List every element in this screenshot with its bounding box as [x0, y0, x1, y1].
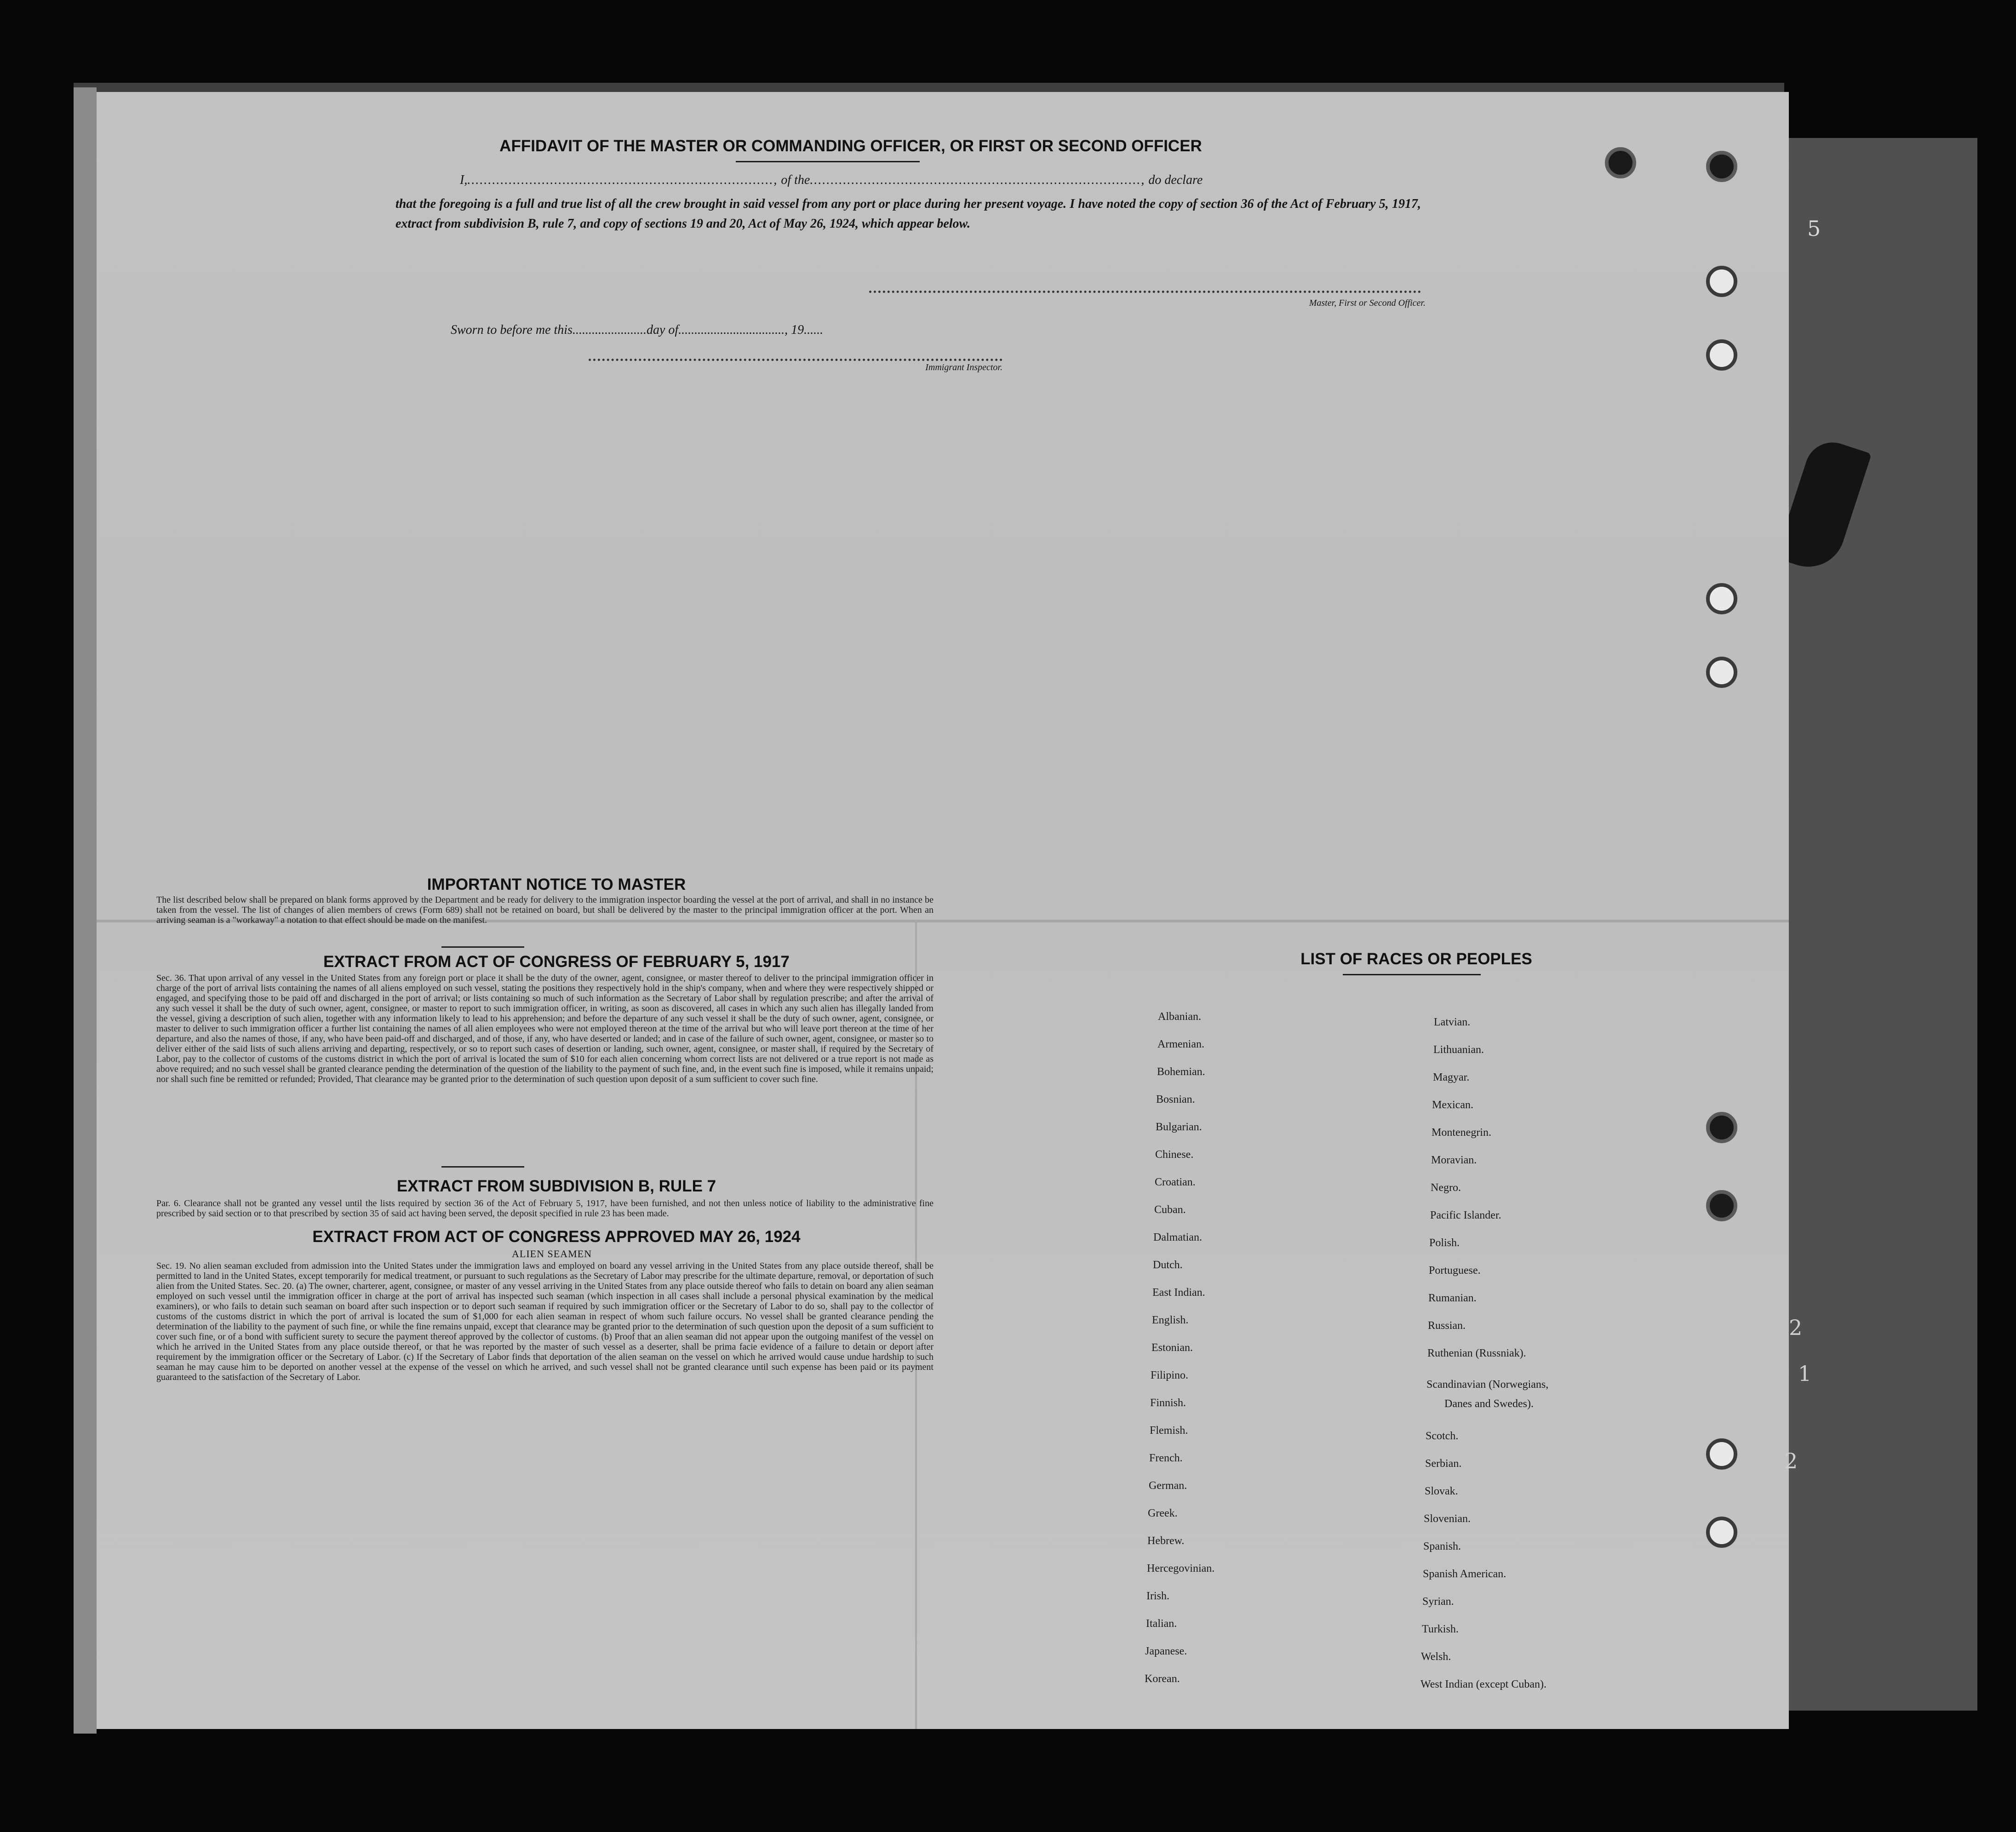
divider: [736, 161, 920, 162]
race-item: Magyar.: [1433, 1071, 1470, 1083]
race-item: Slovak.: [1425, 1485, 1458, 1497]
race-item: Lithuanian.: [1433, 1044, 1484, 1056]
race-item: Syrian.: [1422, 1596, 1454, 1608]
margin-mark: 1: [1798, 1361, 1812, 1386]
binding-hole: [1706, 1517, 1737, 1548]
affidavit-declare-label: do declare: [1148, 173, 1203, 187]
race-item: Korean.: [1145, 1673, 1180, 1685]
race-item: Armenian.: [1157, 1038, 1204, 1050]
notice-title: IMPORTANT NOTICE TO MASTER: [427, 876, 686, 893]
sworn-label: Sworn to before me this: [451, 323, 573, 337]
race-item: Spanish.: [1423, 1540, 1461, 1552]
margin-mark: 2: [1789, 1315, 1803, 1340]
race-item: Hebrew.: [1147, 1535, 1185, 1547]
race-item: West Indian (except Cuban).: [1420, 1678, 1546, 1690]
race-item: Dalmatian.: [1153, 1231, 1202, 1243]
race-item: French.: [1149, 1452, 1183, 1464]
race-item: Bulgarian.: [1156, 1121, 1202, 1133]
act-1924-body: Sec. 19. No alien seaman excluded from admission into the United States under the immigration laws and employed on board any vessel arriving in the United States from any place outside thereof, shall be permitted to land in the United States, except temporarily for medical treatment, or pursuant to such regulations as the Secretary of Labor may prescribe for the ultimate departure, removal, or deportation of such alien from the United States. Sec. 20. (a) The owner, charterer, agent, consignee, or master of any vessel arriving in the United States from any place outside thereof who fails to detain on board any alien seaman employed on such vessel until the immigration officer in charge at the port of arrival has inspected such seaman (which inspection in all cases shall include a personal physical examination by the medical examiners), or who fails to detain such seaman on board after such inspection or to deport such seaman if required by such immigration officer or the Secretary of Labor to do so, shall pay to the collector of customs of the customs district in which the port of arrival is located the sum of $1,000 for each alien seaman in respect of whom such failure occurs. No vessel shall be granted clearance pending the determination of the liability to the payment of such fine, or while the fine remains unpaid, except that clearance may be granted prior to the determination of such question upon the deposit of a sum sufficient to cover such fine, or of a bond with sufficient surety to secure the payment thereof approved by the collector of customs. (b) Proof that an alien seaman did not appear upon the outgoing manifest of the vessel on which he arrived in the United States from any place outside thereof, or that he was reported by the master of such vessel as a deserter, shall be prima facie evidence of a failure to detain or deport after requirement by the immigration officer or the Secretary of Labor. (c) If the Secretary of Labor finds that deportation of the alien seaman on the vessel on which he arrived would cause undue hardship to such seaman he may cause him to be deported on another vessel at the expense of the vessel on which he arrived, and such vessel shall not be granted clearance until such expense has been paid or its payment guaranteed to the satisfaction of the Secretary of Labor.: [156, 1261, 934, 1382]
race-item: Latvian.: [1434, 1016, 1471, 1028]
race-item: Slovenian.: [1424, 1513, 1471, 1525]
race-item: German.: [1149, 1480, 1187, 1492]
race-item: Italian.: [1146, 1618, 1177, 1630]
notice-body: The list described below shall be prepared on blank forms approved by the Department and be ready for delivery to the immigration inspector boarding the vessel at the port of arrival, and shall in no instance be taken from the vessel. The list of changes of alien members of crews (Form 689) shall not be retained on board, but shall be delivered by the master to the principal immigration officer at the port. When an arriving seaman is a "workaway" a notation to that effect should be made on the manifest.: [156, 895, 934, 925]
act-1917-title: EXTRACT FROM ACT OF CONGRESS OF FEBRUARY 5, 1917: [323, 953, 790, 971]
race-item: Serbian.: [1425, 1458, 1462, 1470]
race-item: Chinese.: [1155, 1149, 1194, 1161]
race-item: Greek.: [1148, 1507, 1178, 1519]
page-edge-shadow: [74, 87, 97, 1734]
race-item: Hercegovinian.: [1147, 1563, 1215, 1574]
race-item: Russian.: [1428, 1320, 1466, 1332]
underlying-page-edge: [1784, 138, 1977, 1711]
race-item: Flemish.: [1150, 1425, 1188, 1437]
affidavit-title: AFFIDAVIT OF THE MASTER OR COMMANDING OFFICER, OR FIRST OR SECOND OFFICER: [499, 137, 1202, 155]
affidavit-body: that the foregoing is a full and true list of all the crew brought in said vessel from any port or place during her present voyage. I have noted the copy of section 36 of the Act of February 5, 1917, extract from subdivision B, rule 7, and copy of sections 19 and 20, Act of May 26, 1924, which appear below.: [395, 197, 1421, 231]
binding-hole: [1706, 151, 1737, 182]
race-item: Negro.: [1431, 1182, 1461, 1194]
sworn-year-label: 19: [791, 323, 804, 337]
act-1924-title: EXTRACT FROM ACT OF CONGRESS APPROVED MAY 26, 1924: [312, 1228, 801, 1246]
race-item: Spanish American.: [1423, 1568, 1506, 1580]
race-item: Estonian.: [1151, 1342, 1193, 1354]
affidavit-i-label: I,: [460, 173, 468, 187]
race-item: Pacific Islander.: [1430, 1209, 1501, 1221]
affidavit-of-the-label: of the: [781, 173, 810, 187]
master-signature-label: Master, First or Second Officer.: [1309, 298, 1426, 308]
master-signature-line: [869, 291, 1421, 293]
sworn-line: Sworn to before me this.......................day of................................., 19......: [451, 323, 824, 337]
race-item: Finnish.: [1150, 1397, 1186, 1409]
race-item: Bohemian.: [1157, 1066, 1205, 1078]
binding-hole: [1706, 1112, 1737, 1143]
race-item: Scandinavian (Norwegians,: [1426, 1379, 1549, 1391]
race-item: Albanian.: [1158, 1011, 1201, 1023]
inspector-signature-line: [589, 359, 1002, 361]
race-item: Ruthenian (Russniak).: [1427, 1347, 1526, 1359]
race-item: Irish.: [1146, 1590, 1169, 1602]
alien-seamen-subtitle: ALIEN SEAMEN: [512, 1248, 592, 1260]
race-item: East Indian.: [1152, 1287, 1205, 1299]
inspector-signature-label: Immigrant Inspector.: [925, 362, 1002, 372]
binding-hole: [1706, 583, 1737, 614]
race-item: Mexican.: [1432, 1099, 1473, 1111]
margin-mark: 2: [1784, 1448, 1798, 1473]
margin-mark: 5: [1807, 216, 1821, 241]
race-item: Polish.: [1429, 1237, 1460, 1249]
binding-hole: [1706, 1438, 1737, 1470]
binding-hole: [1706, 266, 1737, 297]
race-item: Portuguese.: [1429, 1265, 1481, 1277]
sworn-day-of-label: day of: [646, 323, 679, 337]
race-item: Cuban.: [1154, 1204, 1186, 1216]
rule7-body: Par. 6. Clearance shall not be granted any vessel until the lists required by section 36 of the Act of February 5, 1917, have been furnished, and not then unless notice of liability to the administrative fine prescribed by said section or to that prescribed by section 35 of said act having been served, the deposit specified in rule 23 has been made.: [156, 1198, 934, 1219]
divider: [441, 1166, 524, 1168]
binding-hole: [1605, 147, 1636, 178]
race-item: Rumanian.: [1428, 1292, 1477, 1304]
race-item: Danes and Swedes).: [1444, 1398, 1534, 1410]
rule7-title: EXTRACT FROM SUBDIVISION B, RULE 7: [396, 1177, 716, 1195]
race-item: Dutch.: [1153, 1259, 1183, 1271]
race-item: Croatian.: [1155, 1176, 1196, 1188]
binding-hole: [1706, 1190, 1737, 1221]
binding-hole: [1706, 339, 1737, 371]
race-item: Turkish.: [1422, 1623, 1459, 1635]
race-item: Filipino.: [1151, 1369, 1189, 1381]
affidavit-declaration-line: I,.........................................................................., of the................................................................................, do declare: [460, 173, 1203, 187]
race-item: Montenegrin.: [1432, 1127, 1491, 1139]
divider: [441, 946, 524, 948]
race-item: Japanese.: [1145, 1645, 1187, 1657]
race-item: Scotch.: [1426, 1430, 1459, 1442]
divider: [1343, 974, 1481, 975]
race-item: Welsh.: [1421, 1651, 1451, 1663]
race-item: English.: [1152, 1314, 1189, 1326]
race-item: Moravian.: [1431, 1154, 1477, 1166]
race-item: Bosnian.: [1156, 1093, 1195, 1105]
races-title: LIST OF RACES OR PEOPLES: [1300, 950, 1532, 968]
binding-hole: [1706, 657, 1737, 688]
act-1917-body: Sec. 36. That upon arrival of any vessel in the United States from any foreign port or place it shall be the duty of the owner, agent, consignee, or master thereof to deliver to the principal immigration officer in charge of the port of arrival lists containing the names of all aliens employed on such vessel, stating the positions they respectively hold in the ship's company, when and where they were respectively shipped or engaged, and specifying those to be paid off and discharged in the port of arrival; or lists containing so much of such information as the Secretary of Labor shall by regulation prescribe; and after the arrival of any such vessel it shall be the duty of such owner, agent, consignee, or master to report to such immigration officer, in writing, as soon as discovered, all cases in which any such alien has illegally landed from the vessel, giving a description of such alien, together with any information likely to lead to his apprehension; and before the departure of any such vessel it shall be the duty of such owner, agent, consignee, or master to deliver to such immigration officer a further list containing the names of all alien employees who were not employed thereon at the time of the arrival but who will leave port thereon at the time of her departure, and also the names of those, if any, who have been paid-off and discharged, and of those, if any, who have deserted or landed; and in case of the failure of such owner, agent, consignee, or master so to deliver either of the said lists of such aliens arriving and departing, respectively, or so to report such cases of desertion or landing, such owner, agent, consignee, or master shall, if required by the Secretary of Labor, pay to the collector of customs of the customs district in which the port of arrival is located the sum of $10 for each alien concerning whom correct lists are not delivered or a true report is not made as above required; and no such vessel shall be granted clearance pending the determination of the question of the liability to the payment of such fine, and, in the event such fine is imposed, while it remains unpaid; nor shall such fine be remitted or refunded; Provided, That clearance may be granted prior to the determination of such question upon deposit of a sum sufficient to cover such fine.: [156, 973, 934, 1084]
